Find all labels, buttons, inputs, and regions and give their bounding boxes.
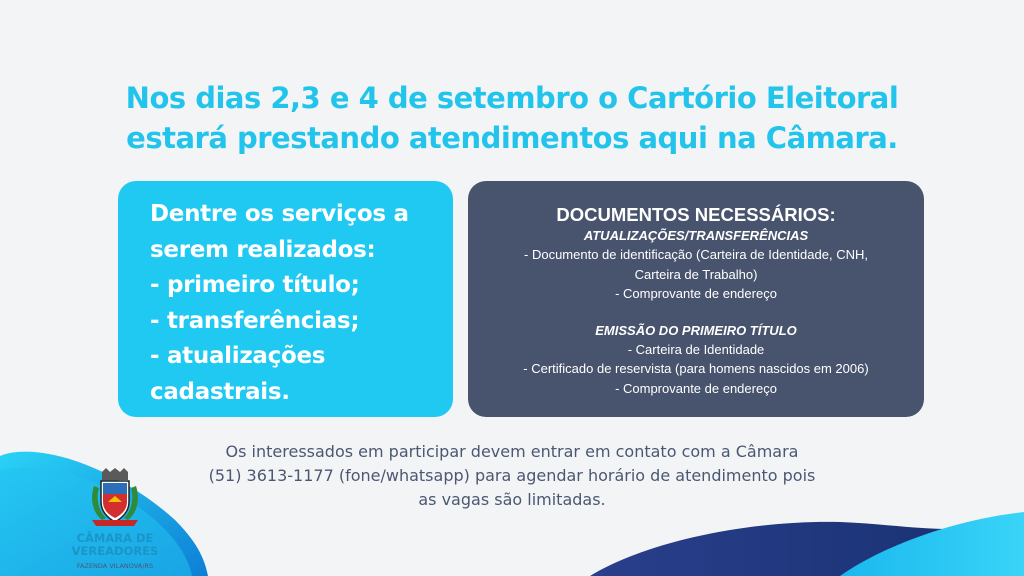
documents-title: DOCUMENTOS NECESSÁRIOS: [556, 204, 836, 225]
services-line-2: serem realizados: [150, 236, 376, 263]
list-item: Carteira de Trabalho) [634, 266, 758, 282]
services-card [118, 181, 453, 417]
contact-line-1: Os interessados em participar devem entrar em contato com a Câmara [225, 442, 799, 461]
list-item: - Certificado de reservista (para homens nascidos em 2006) [523, 361, 869, 376]
section-heading-updates: ATUALIZAÇÕES/TRANSFERÊNCIAS [583, 228, 809, 243]
list-item: - Comprovante de endereço [615, 380, 777, 396]
chamber-city: FAZENDA VILANOVA/RS [76, 562, 154, 570]
chamber-logo [60, 466, 170, 576]
contact-line-2: (51) 3613-1177 (fone/whatsapp) para agendar horário de atendimento pois [208, 466, 816, 485]
documents-card [468, 181, 924, 417]
section-spacer [468, 304, 924, 322]
headline-line-1: Nos dias 2,3 e 4 de setembro o Cartório Eleitoral [125, 81, 899, 115]
municipal-crest-icon [88, 468, 142, 528]
list-item: - Carteira de Identidade [627, 341, 765, 357]
headline-line-2: estará prestando atendimentos aqui na Câmara. [126, 121, 898, 155]
chamber-name-line-2: VEREADORES [71, 544, 159, 558]
services-line-1: Dentre os serviços a [150, 201, 409, 227]
services-line-3: - primeiro título; [150, 272, 360, 298]
list-item: - Comprovante de endereço [615, 286, 777, 301]
chamber-name-line-1: CÂMARA DE [76, 531, 154, 545]
contact-line-3: as vagas são limitadas. [418, 490, 606, 509]
headline [0, 78, 1024, 158]
services-line-5: - atualizações [150, 343, 326, 369]
section-heading-first-title: EMISSÃO DO PRIMEIRO TÍTULO [595, 322, 797, 338]
list-item: - Documento de identificação (Carteira de Identidade, CNH, [524, 247, 868, 262]
chamber-name [60, 532, 170, 558]
services-line-6: cadastrais. [150, 378, 290, 405]
services-line-4: - transferências; [150, 307, 360, 334]
